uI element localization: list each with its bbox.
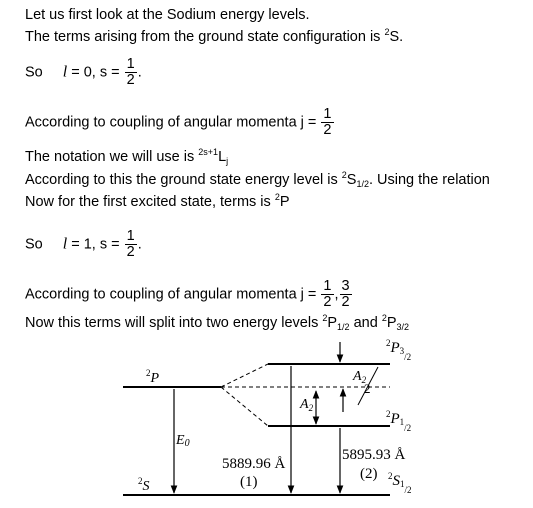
l-symbol-1: l: [62, 63, 68, 81]
fraction-half-2: $\frac{1}{2}$: [126, 228, 135, 260]
wavelength-2: 5895.93 Å: [342, 447, 406, 463]
fraction-half-1: $\frac{1}{2}$: [126, 56, 135, 88]
coupling-text-1: According to coupling of angular momenta j =: [25, 114, 321, 131]
label-E0: E0: [176, 433, 190, 449]
split-text: Now this terms will split into two energy levels: [25, 315, 323, 331]
fraction-j-half: $\frac{1}{2}$: [323, 106, 332, 138]
notation-L: L: [218, 149, 227, 165]
coupling-text-2: According to coupling of angular momenta j =: [25, 286, 321, 303]
ground-config-text: The terms arising from the ground state configuration is: [25, 29, 385, 45]
coupling-line-2: According to coupling of angular momenta j = $\frac{1}{2}$ , $\frac{3}{2}$: [25, 278, 350, 310]
wavelength-1-number: (1): [240, 474, 258, 490]
label-A2-top: $A_2$: [353, 369, 367, 385]
label-A2-top-slash: 2: [364, 381, 371, 396]
notation-sup: 2s+1: [198, 147, 219, 157]
l-symbol-2: l: [62, 235, 68, 253]
intro-text: Let us first look at the Sodium energy levels.: [25, 7, 310, 23]
dash-to-2P32: [221, 364, 268, 387]
ground-config-sup: 2: [384, 27, 390, 37]
ground-level-line: According to this the ground state energy level is $^2S_{1/2}$. Using the relation: [25, 170, 490, 189]
so-label-1: So: [25, 64, 43, 81]
excited-line: Now for the first excited state, terms is $^2$P: [25, 192, 290, 210]
so-eq-2: = 1, s =: [67, 236, 124, 253]
excited-text: Now for the first excited state, terms is: [25, 194, 275, 210]
split-line: Now this terms will split into two energy levels $^2P_{1/2}$ and $^2P_{3/2}$: [25, 313, 410, 332]
notation-sub: j: [226, 156, 229, 166]
label-2P12: $^2P1_{/2}$: [386, 409, 412, 433]
notation-text: The notation we will use is: [25, 149, 199, 165]
so-line-1: So l = 0, s = $\frac{1}{2}$ .: [25, 56, 142, 88]
fraction-j-half-2: $\frac{1}{2}$: [323, 278, 332, 310]
ground-config-term: S.: [389, 29, 404, 45]
label-A2-mid: $A_2$: [300, 397, 314, 413]
label-2S12: $^2S1_{/2}$: [388, 471, 412, 495]
label-2S: $^2$S: [138, 476, 150, 494]
dash-to-2P12: [221, 387, 268, 426]
so-eq-1: = 0, s =: [67, 64, 124, 81]
ground-level-text: According to this the ground state energy level is: [25, 172, 342, 188]
label-2P: $^2$P: [146, 368, 160, 386]
fraction-j-three-half: $\frac{3}{2}$: [341, 278, 350, 310]
label-2P32: $^2P3_{/2}$: [386, 338, 412, 362]
relation-text: . Using the relation: [368, 172, 490, 188]
wavelength-1: 5889.96 Å: [222, 456, 286, 472]
wavelength-2-number: (2): [360, 466, 378, 482]
so-line-2: So l = 1, s = $\frac{1}{2}$ .: [25, 228, 142, 260]
so-label-2: So: [25, 236, 43, 253]
